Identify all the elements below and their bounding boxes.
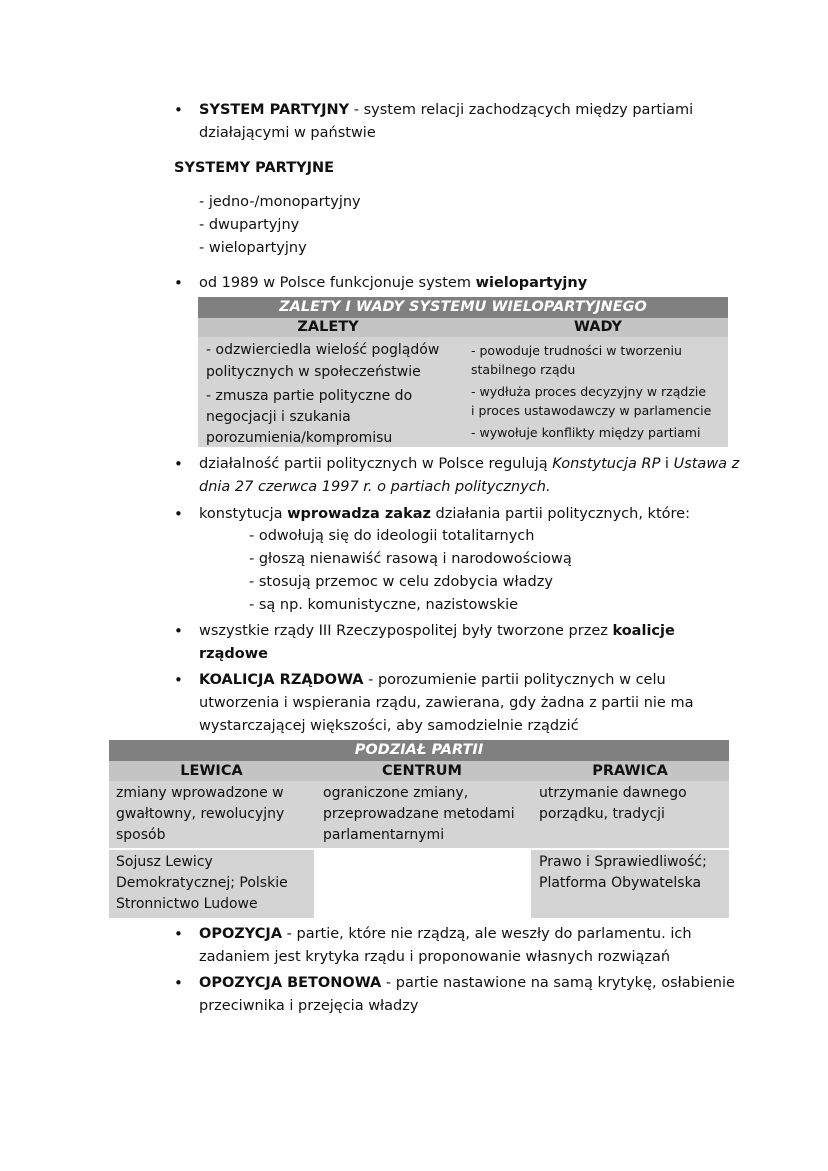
definition-opozycja-betonowa: OPOZYCJA BETONOWA - partie nastawione na samą krytykę, osłabienie: [199, 975, 735, 991]
paragraph-continuation: wystarczającej większości, aby samodzielnie rządzić: [199, 718, 579, 734]
table-cell: negocjacji i szukania: [206, 409, 351, 425]
table-cell: - wywołuje konflikty między partiami: [471, 425, 701, 440]
paragraph-continuation: dnia 27 czerwca 1997 r. o partiach politycznych.: [199, 479, 551, 495]
list-item: - dwupartyjny: [199, 217, 300, 233]
bullet-icon: •: [174, 671, 183, 689]
table-title: PODZIAŁ PARTII: [109, 740, 729, 761]
table-cell: ograniczone zmiany, przeprowadzane metodami parlamentarnymi: [323, 785, 515, 843]
table-cell: stabilnego rządu: [471, 362, 576, 377]
paragraph-continuation: rządowe: [199, 646, 268, 662]
column-header-centrum: CENTRUM: [382, 763, 462, 779]
column-header-cons: WADY: [573, 319, 623, 335]
pros-cons-table: [198, 297, 728, 447]
table-cell: - odzwierciedla wielość poglądów: [206, 342, 440, 358]
paragraph: wszystkie rządy III Rzeczypospolitej były tworzone przez koalicje: [199, 623, 675, 639]
bullet-icon: •: [174, 274, 183, 292]
table-cell: i proces ustawodawczy w parlamencie: [471, 403, 712, 418]
paragraph: działalność partii politycznych w Polsce regulują Konstytucja RP i Ustawa z: [199, 456, 740, 472]
party-division-table: [109, 740, 729, 918]
list-item: - stosują przemoc w celu zdobycia władzy: [249, 574, 553, 590]
bullet-icon: •: [174, 974, 183, 992]
paragraph-continuation: zadaniem jest krytyka rządu i proponowanie własnych rozwiązań: [199, 949, 671, 965]
table-title: ZALETY I WADY SYSTEMU WIELOPARTYJNEGO: [198, 297, 728, 318]
table-cell: porozumienia/kompromisu: [206, 430, 393, 446]
paragraph-continuation: utworzenia i wspierania rządu, zawierana, gdy żadna z partii nie ma: [199, 695, 694, 711]
bullet-icon: •: [174, 925, 183, 943]
column-header-lewica: LEWICA: [180, 763, 243, 779]
table-cell: utrzymanie dawnego porządku, tradycji: [539, 785, 687, 822]
table-cell: - zmusza partie polityczne do: [206, 388, 413, 404]
bullet-icon: •: [174, 622, 183, 640]
paragraph: od 1989 w Polsce funkcjonuje system wielopartyjny: [199, 275, 588, 291]
section-heading: SYSTEMY PARTYJNE: [174, 160, 335, 176]
definition-system-partyjny: SYSTEM PARTYJNY - system relacji zachodzących między partiami: [199, 102, 694, 118]
list-item: - odwołują się do ideologii totalitarnych: [249, 528, 535, 544]
paragraph-continuation: przeciwnika i przejęcia władzy: [199, 998, 419, 1014]
definition-koalicja: KOALICJA RZĄDOWA - porozumienie partii politycznych w celu: [199, 672, 666, 688]
table-cell: zmiany wprowadzone w gwałtowny, rewolucyjny sposób: [116, 785, 285, 843]
table-cell: politycznych w społeczeństwie: [206, 364, 421, 380]
paragraph: konstytucja wprowadza zakaz działania partii politycznych, które:: [199, 506, 690, 522]
column-header-pros: ZALETY: [297, 319, 359, 335]
table-cell: Sojusz Lewicy Demokratycznej; Polskie Stronnictwo Ludowe: [116, 854, 288, 912]
definition-opozycja: OPOZYCJA - partie, które nie rządzą, ale weszły do parlamentu. ich: [199, 926, 692, 942]
list-item: - jedno-/monopartyjny: [199, 194, 361, 210]
column-header-prawica: PRAWICA: [592, 763, 668, 779]
table-cell: - powoduje trudności w tworzeniu: [471, 343, 682, 358]
table-cell: Prawo i Sprawiedliwość; Platforma Obywatelska: [539, 854, 707, 891]
list-item: - są np. komunistyczne, nazistowskie: [249, 597, 519, 613]
bullet-icon: •: [174, 455, 183, 473]
list-item: - głoszą nienawiść rasową i narodowościową: [249, 551, 572, 567]
list-item: - wielopartyjny: [199, 240, 307, 256]
definition-continuation: działającymi w państwie: [199, 125, 376, 141]
bullet-icon: •: [174, 101, 183, 119]
table-cell: - wydłuża proces decyzyjny w rządzie: [471, 384, 707, 399]
bullet-icon: •: [174, 505, 183, 523]
